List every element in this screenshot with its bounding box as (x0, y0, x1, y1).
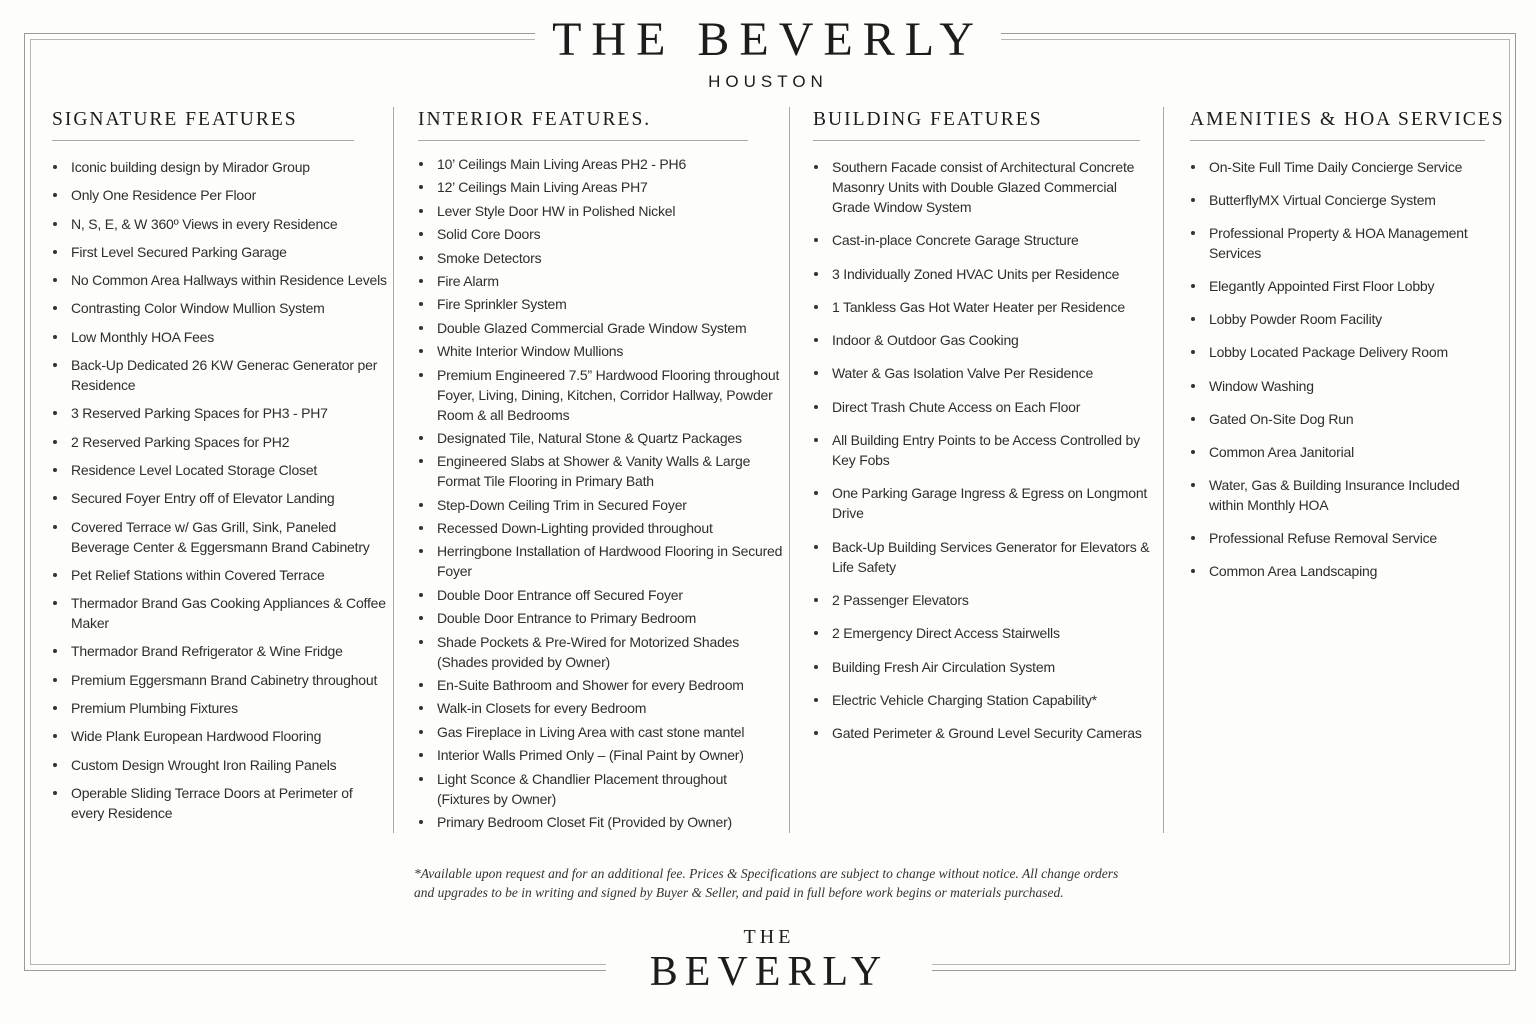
feature-item: Premium Plumbing Fixtures (52, 698, 387, 718)
column-divider (393, 107, 394, 833)
feature-item: No Common Area Hallways within Residence Levels (52, 270, 387, 290)
feature-list (1190, 157, 1495, 581)
feature-item: 2 Reserved Parking Spaces for PH2 (52, 432, 387, 452)
feature-item: Back-Up Dedicated 26 KW Generac Generator per Residence (52, 355, 387, 395)
column-heading: BUILDING FEATURES (813, 105, 1140, 141)
feature-item: 3 Reserved Parking Spaces for PH3 - PH7 (52, 403, 387, 423)
page-subtitle: HOUSTON (708, 72, 828, 91)
feature-item: One Parking Garage Ingress & Egress on Longmont Drive (813, 483, 1158, 523)
feature-item: Gated Perimeter & Ground Level Security Cameras (813, 723, 1158, 743)
column-divider (1163, 107, 1164, 833)
feature-item: Thermador Brand Refrigerator & Wine Fridge (52, 641, 387, 661)
feature-item: Step-Down Ceiling Trim in Secured Foyer (418, 495, 783, 515)
feature-item: Residence Level Located Storage Closet (52, 460, 387, 480)
feature-item: Light Sconce & Chandlier Placement throughout (Fixtures by Owner) (418, 769, 783, 809)
feature-item: Engineered Slabs at Shower & Vanity Walls & Large Format Tile Flooring in Primary Bath (418, 451, 783, 491)
feature-item: En-Suite Bathroom and Shower for every Bedroom (418, 675, 783, 695)
feature-item: Custom Design Wrought Iron Railing Panels (52, 755, 387, 775)
feature-item: Interior Walls Primed Only – (Final Paint by Owner) (418, 745, 783, 765)
feature-item: Window Washing (1190, 376, 1495, 396)
feature-item: Water & Gas Isolation Valve Per Residence (813, 363, 1158, 383)
feature-item: Water, Gas & Building Insurance Included within Monthly HOA (1190, 475, 1495, 515)
feature-item: Iconic building design by Mirador Group (52, 157, 387, 177)
feature-item: Double Door Entrance to Primary Bedroom (418, 608, 783, 628)
feature-item: Gated On-Site Dog Run (1190, 409, 1495, 429)
feature-item: Lever Style Door HW in Polished Nickel (418, 201, 783, 221)
feature-item: Back-Up Building Services Generator for Elevators & Life Safety (813, 537, 1158, 577)
page-title: THE BEVERLY (552, 13, 984, 66)
feature-item: Herringbone Installation of Hardwood Flooring in Secured Foyer (418, 541, 783, 581)
feature-item: ButterflyMX Virtual Concierge System (1190, 190, 1495, 210)
feature-item: Lobby Powder Room Facility (1190, 309, 1495, 329)
feature-list (418, 154, 783, 832)
feature-item: Shade Pockets & Pre-Wired for Motorized Shades (Shades provided by Owner) (418, 632, 783, 672)
feature-item: Covered Terrace w/ Gas Grill, Sink, Paneled Beverage Center & Eggersmann Brand Cabinetry (52, 517, 387, 557)
building-features-column (813, 105, 1158, 756)
feature-item: Premium Eggersmann Brand Cabinetry throughout (52, 670, 387, 690)
feature-item: 2 Passenger Elevators (813, 590, 1158, 610)
feature-item: Fire Sprinkler System (418, 294, 783, 314)
feature-item: Primary Bedroom Closet Fit (Provided by Owner) (418, 812, 783, 832)
feature-item: Double Door Entrance off Secured Foyer (418, 585, 783, 605)
column-heading: AMENITIES & HOA SERVICES (1190, 105, 1485, 141)
feature-item: Low Monthly HOA Fees (52, 327, 387, 347)
feature-item: Pet Relief Stations within Covered Terrace (52, 565, 387, 585)
feature-item: Professional Property & HOA Management Services (1190, 223, 1495, 263)
feature-item: Contrasting Color Window Mullion System (52, 298, 387, 318)
feature-item: First Level Secured Parking Garage (52, 242, 387, 262)
feature-item: Premium Engineered 7.5” Hardwood Flooring throughout Foyer, Living, Dining, Kitchen, Corridor Hallway, Powder Room & all Bedrooms (418, 365, 783, 425)
feature-item: Only One Residence Per Floor (52, 185, 387, 205)
column-heading: SIGNATURE FEATURES (52, 105, 354, 141)
feature-item: Direct Trash Chute Access on Each Floor (813, 397, 1158, 417)
feature-item: Gas Fireplace in Living Area with cast stone mantel (418, 722, 783, 742)
amenities-column (1190, 105, 1505, 594)
footer-logo (606, 925, 932, 1005)
feature-item: Common Area Landscaping (1190, 561, 1495, 581)
feature-item: 3 Individually Zoned HVAC Units per Residence (813, 264, 1158, 284)
feature-item: Cast-in-place Concrete Garage Structure (813, 230, 1158, 250)
feature-item: Walk-in Closets for every Bedroom (418, 698, 783, 718)
feature-item: N, S, E, & W 360º Views in every Residence (52, 214, 387, 234)
footer-name: BEVERLY (649, 949, 889, 995)
feature-item: Smoke Detectors (418, 248, 783, 268)
feature-list (52, 157, 387, 823)
header (535, 8, 1001, 91)
feature-item: Thermador Brand Gas Cooking Appliances & Coffee Maker (52, 593, 387, 633)
feature-item: Wide Plank European Hardwood Flooring (52, 726, 387, 746)
column-heading: INTERIOR FEATURES. (418, 105, 748, 141)
feature-item: All Building Entry Points to be Access Controlled by Key Fobs (813, 430, 1158, 470)
feature-list (813, 157, 1158, 743)
feature-item: Common Area Janitorial (1190, 442, 1495, 462)
feature-item: Solid Core Doors (418, 224, 783, 244)
footer-the: THE (743, 926, 795, 948)
feature-item: 1 Tankless Gas Hot Water Heater per Residence (813, 297, 1158, 317)
feature-item: Designated Tile, Natural Stone & Quartz Packages (418, 428, 783, 448)
feature-item: 12’ Ceilings Main Living Areas PH7 (418, 177, 783, 197)
signature-features-column (52, 105, 387, 831)
feature-item: Double Glazed Commercial Grade Window System (418, 318, 783, 338)
feature-item: 2 Emergency Direct Access Stairwells (813, 623, 1158, 643)
column-divider (789, 107, 790, 833)
feature-item: Professional Refuse Removal Service (1190, 528, 1495, 548)
feature-item: On-Site Full Time Daily Concierge Service (1190, 157, 1495, 177)
feature-item: Southern Facade consist of Architectural Concrete Masonry Units with Double Glazed Commercial Grade Window System (813, 157, 1158, 217)
feature-item: Recessed Down-Lighting provided throughout (418, 518, 783, 538)
feature-item: Indoor & Outdoor Gas Cooking (813, 330, 1158, 350)
feature-item: Building Fresh Air Circulation System (813, 657, 1158, 677)
feature-item: Lobby Located Package Delivery Room (1190, 342, 1495, 362)
feature-item: Operable Sliding Terrace Doors at Perimeter of every Residence (52, 783, 387, 823)
feature-item: Fire Alarm (418, 271, 783, 291)
footnote: *Available upon request and for an additional fee. Prices & Specifications are subject to change without notice. All change orders and upgrades to be in writing and signed by Buyer & Seller, and paid in full before work begins or materials purchased. (414, 866, 1119, 900)
feature-item: Secured Foyer Entry off of Elevator Landing (52, 488, 387, 508)
feature-item: White Interior Window Mullions (418, 341, 783, 361)
feature-item: Elegantly Appointed First Floor Lobby (1190, 276, 1495, 296)
feature-item: 10’ Ceilings Main Living Areas PH2 - PH6 (418, 154, 783, 174)
interior-features-column (418, 105, 783, 835)
feature-item: Electric Vehicle Charging Station Capability* (813, 690, 1158, 710)
